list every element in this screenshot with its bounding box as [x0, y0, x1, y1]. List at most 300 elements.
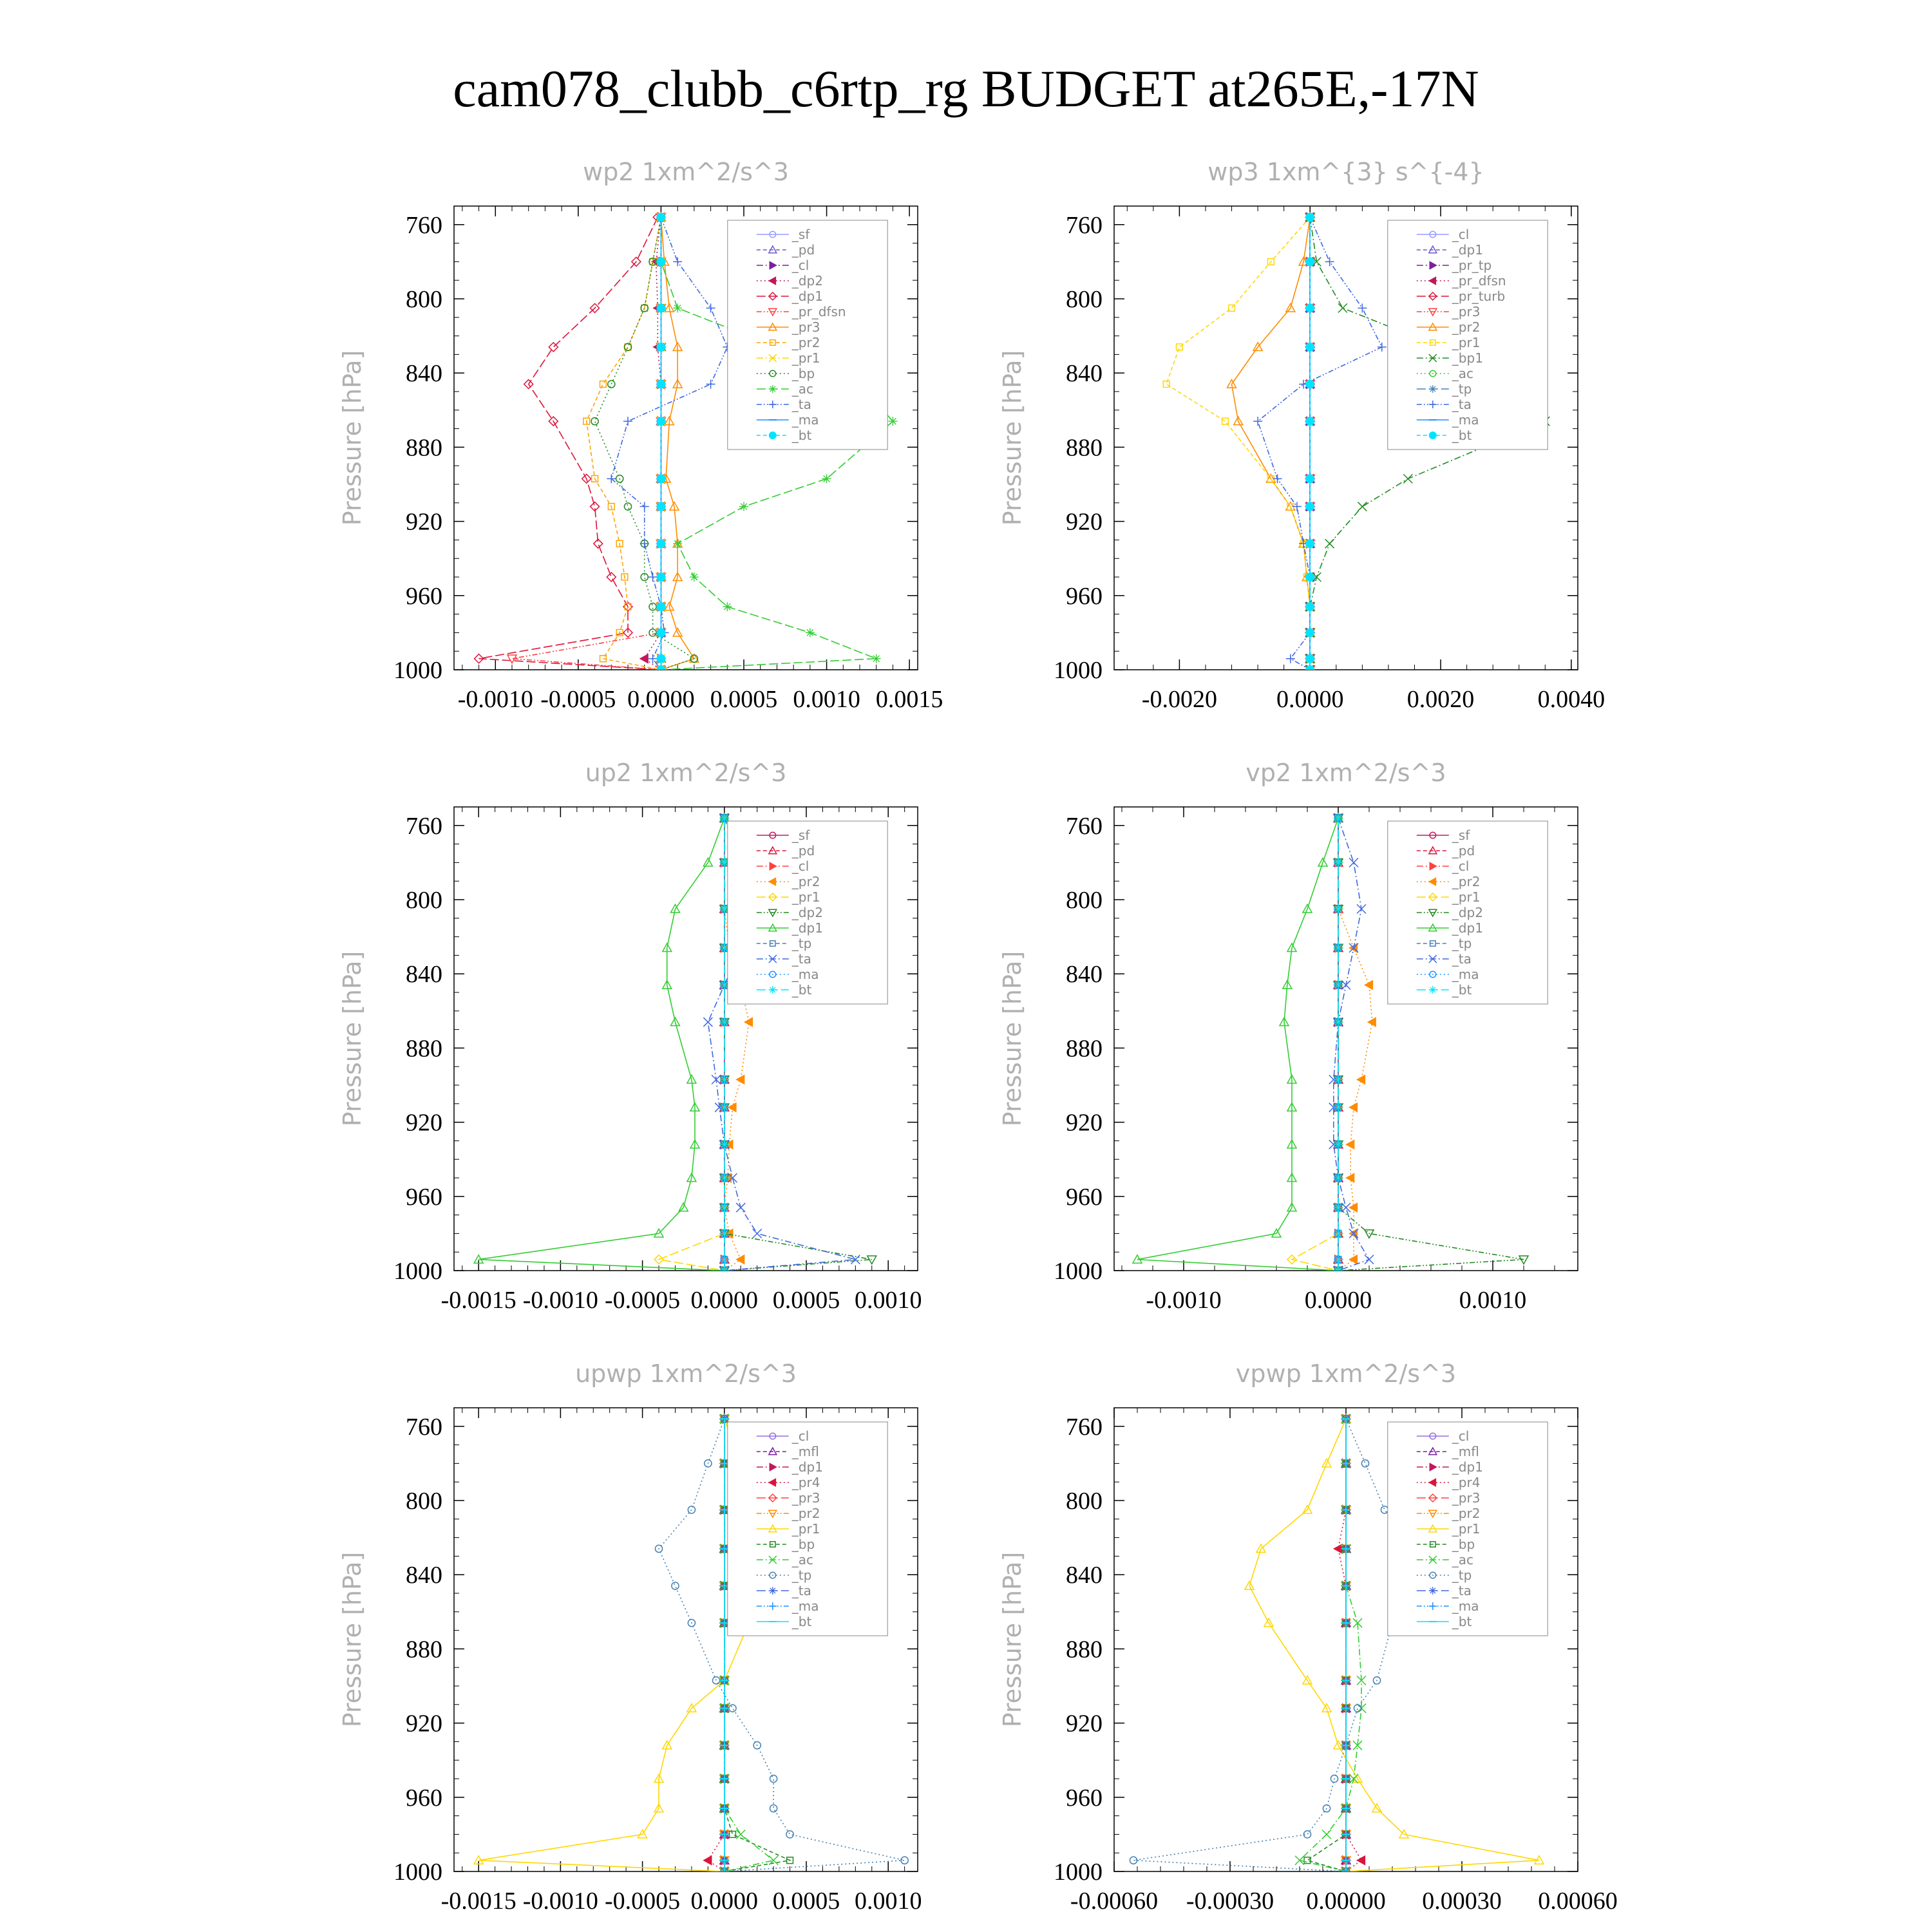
legend-label: _dp1	[1452, 920, 1483, 936]
data-point	[1305, 379, 1314, 388]
y-tick-label: 920	[406, 508, 442, 536]
data-point	[703, 1856, 712, 1865]
data-point	[1403, 474, 1412, 483]
x-tick-label: -0.0005	[605, 1287, 681, 1314]
y-axis-label: Pressure [hPa]	[338, 951, 366, 1127]
y-tick-label: 800	[406, 286, 442, 313]
data-point	[608, 381, 615, 388]
data-point	[673, 303, 682, 312]
y-tick-label: 800	[1066, 1488, 1103, 1515]
data-point	[1305, 303, 1314, 312]
series-line	[1133, 1419, 1423, 1871]
y-tick-label: 960	[1066, 582, 1103, 610]
data-point	[1305, 654, 1314, 663]
y-tick-label: 840	[406, 1562, 442, 1589]
x-tick-label: 0.0010	[854, 1888, 922, 1915]
legend-label: _mfl	[1452, 1444, 1479, 1459]
data-point	[1305, 665, 1314, 674]
data-point	[1338, 303, 1347, 312]
legend-label: _pr_dfsn	[791, 304, 846, 319]
legend-label: _pr_tp	[1452, 258, 1492, 273]
y-tick-label: 800	[1066, 286, 1103, 313]
y-tick-label: 840	[406, 360, 442, 388]
legend-label: _pr1	[1452, 889, 1481, 905]
legend-label: _pr2	[791, 1506, 820, 1521]
legend-label: _ma	[791, 967, 819, 982]
y-tick-label: 840	[1066, 961, 1103, 989]
y-tick-label: 920	[1066, 508, 1103, 536]
legend-label: _bp1	[1452, 350, 1483, 366]
y-tick-label: 920	[406, 1710, 442, 1738]
data-point	[672, 1582, 679, 1589]
series-line	[1300, 1419, 1361, 1871]
data-point	[1349, 858, 1358, 867]
x-tick-label: 0.0040	[1537, 686, 1605, 713]
data-point	[649, 573, 658, 582]
series-line	[1334, 818, 1369, 1271]
legend-label: _bt	[1452, 428, 1472, 443]
panel-title: wp3 1xm^{3} s^{-4}	[1208, 158, 1484, 186]
legend-label: _pr3	[791, 1490, 820, 1506]
data-point	[1253, 417, 1262, 426]
data-point	[1357, 904, 1366, 913]
legend-label: _dp1	[791, 289, 823, 304]
legend-marker	[769, 986, 777, 994]
y-axis-label: Pressure [hPa]	[998, 1551, 1027, 1728]
x-tick-label: -0.0010	[522, 1888, 598, 1915]
data-point	[1334, 904, 1343, 913]
y-tick-label: 840	[1066, 360, 1103, 388]
series-line	[1137, 818, 1338, 1271]
data-point	[656, 417, 665, 426]
legend-label: _sf	[1452, 828, 1470, 843]
legend-label: _dp2	[1452, 905, 1483, 920]
legend-label: _pr1	[1452, 335, 1481, 350]
y-tick-label: 920	[406, 1109, 442, 1137]
data-point	[1305, 474, 1314, 483]
data-point	[1334, 1173, 1343, 1182]
y-tick-label: 840	[1066, 1562, 1103, 1589]
x-tick-label: 0.0015	[875, 686, 943, 713]
panel-title: up2 1xm^2/s^3	[585, 759, 787, 787]
y-tick-label: 840	[406, 961, 442, 989]
x-tick-label: -0.0020	[1141, 686, 1217, 713]
data-point	[744, 1018, 753, 1027]
x-tick-label: 0.0005	[772, 1888, 840, 1915]
data-point	[1349, 1255, 1358, 1264]
y-tick-label: 760	[1066, 1413, 1103, 1441]
x-tick-label: 0.00030	[1422, 1888, 1502, 1915]
y-tick-label: 1000	[1054, 1258, 1103, 1285]
legend-label: _bt	[1452, 1614, 1472, 1629]
data-point	[1358, 303, 1367, 312]
data-point	[1325, 257, 1334, 266]
series-line	[595, 217, 694, 670]
x-tick-label: 0.0010	[1459, 1287, 1527, 1314]
legend-label: _ta	[1452, 951, 1472, 967]
data-point	[640, 654, 649, 663]
series-line	[708, 1419, 724, 1871]
data-point	[1305, 502, 1314, 511]
series-line	[478, 818, 724, 1271]
data-point	[623, 417, 632, 426]
y-axis-label: Pressure [hPa]	[998, 951, 1027, 1127]
data-point	[607, 573, 616, 582]
x-tick-label: 0.00060	[1538, 1888, 1618, 1915]
data-point	[1365, 980, 1373, 989]
x-tick-label: 0.0010	[854, 1287, 922, 1314]
series-line	[661, 217, 694, 670]
data-point	[649, 603, 656, 610]
data-point	[656, 257, 665, 266]
y-tick-label: 960	[406, 1784, 442, 1812]
data-point	[1305, 539, 1314, 548]
data-point	[1346, 1173, 1354, 1182]
legend-label: _pr_turb	[1452, 289, 1506, 304]
data-point	[640, 502, 649, 511]
legend-label: _tp	[1452, 936, 1472, 951]
data-point	[736, 1203, 745, 1212]
legend-label: _bt	[791, 982, 812, 998]
y-tick-label: 800	[406, 1488, 442, 1515]
y-axis-label: Pressure [hPa]	[338, 1551, 366, 1728]
data-point	[591, 417, 598, 424]
legend-label: _ac	[1452, 366, 1474, 381]
panel-title: vp2 1xm^2/s^3	[1245, 759, 1446, 787]
data-point	[1305, 257, 1314, 266]
data-point	[1349, 1103, 1358, 1112]
series-line	[1258, 217, 1382, 670]
legend-label: _cl	[791, 1428, 810, 1444]
data-point	[1361, 1460, 1368, 1467]
data-point	[806, 628, 815, 637]
data-point	[753, 1229, 762, 1238]
data-point	[720, 1173, 729, 1182]
x-tick-label: 0.00000	[1306, 1888, 1386, 1915]
legend-label: _bp	[791, 1537, 815, 1552]
x-tick-label: -0.00030	[1186, 1888, 1274, 1915]
data-point	[739, 502, 748, 511]
legend-marker	[1429, 431, 1437, 439]
data-point	[720, 1140, 729, 1149]
legend-label: _pr1	[791, 889, 820, 905]
legend-label: _cl	[791, 858, 810, 874]
legend-label: _sf	[791, 828, 810, 843]
data-point	[624, 343, 631, 350]
data-point	[720, 1075, 729, 1084]
x-tick-label: -0.0015	[440, 1888, 516, 1915]
legend-label: _ma	[791, 412, 819, 428]
x-tick-label: -0.0010	[457, 686, 533, 713]
legend-label: _ta	[791, 1583, 811, 1598]
y-tick-label: 1000	[393, 657, 442, 684]
data-point	[1305, 343, 1314, 352]
data-point	[1365, 1255, 1374, 1264]
y-tick-label: 880	[1066, 1035, 1103, 1063]
legend-label: _pr1	[791, 350, 820, 366]
data-point	[1305, 573, 1314, 582]
data-point	[1334, 813, 1343, 822]
x-tick-label: 0.0005	[772, 1287, 840, 1314]
legend-label: _cl	[1452, 1428, 1470, 1444]
legend-label: _ac	[791, 381, 814, 397]
data-point	[656, 502, 665, 511]
data-point	[656, 303, 665, 312]
legend-label: _cl	[1452, 227, 1470, 242]
legend-label: _pr2	[1452, 1506, 1481, 1521]
data-point	[706, 379, 715, 388]
y-tick-label: 1000	[1054, 1859, 1103, 1886]
legend-label: _pr3	[791, 319, 820, 335]
data-point	[1334, 1075, 1343, 1084]
y-axis-label: Pressure [hPa]	[338, 350, 366, 526]
legend-label: _bt	[791, 1614, 812, 1629]
data-point	[1334, 858, 1343, 867]
x-tick-label: 0.0000	[690, 1287, 759, 1314]
legend-marker	[1429, 385, 1437, 393]
legend-label: _pr_dfsn	[1452, 273, 1506, 289]
legend-label: _tp	[1452, 1567, 1472, 1583]
panel-title: wp2 1xm^2/s^3	[583, 158, 789, 186]
data-point	[1286, 654, 1295, 663]
legend-label: _bp	[1452, 1537, 1475, 1552]
data-point	[720, 1255, 729, 1264]
legend-label: _pr2	[1452, 874, 1481, 889]
y-tick-label: 1000	[1054, 657, 1103, 684]
legend-label: _bt	[791, 428, 812, 443]
legend-label: _ma	[791, 1598, 819, 1614]
y-tick-label: 760	[406, 812, 442, 840]
y-tick-label: 760	[406, 1413, 442, 1441]
legend-label: _ta	[791, 951, 811, 967]
legend-marker	[769, 431, 777, 439]
y-tick-label: 880	[1066, 1636, 1103, 1663]
data-point	[770, 1804, 777, 1812]
chart-panel	[998, 1359, 1618, 1915]
data-point	[673, 257, 682, 266]
data-point	[729, 1705, 736, 1712]
legend-label: _cl	[1452, 858, 1470, 874]
legend-label: _tp	[791, 1567, 812, 1583]
y-tick-label: 880	[1066, 434, 1103, 462]
legend-label: _pr1	[1452, 1521, 1481, 1537]
legend-label: _ma	[1452, 412, 1479, 428]
series-line	[645, 217, 661, 670]
legend-label: _tp	[1452, 381, 1472, 397]
data-point	[720, 1266, 729, 1275]
data-point	[656, 379, 665, 388]
data-point	[656, 213, 665, 222]
data-point	[706, 303, 715, 312]
legend-marker	[1429, 986, 1437, 994]
y-tick-label: 960	[1066, 1183, 1103, 1211]
y-tick-label: 920	[1066, 1710, 1103, 1738]
data-point	[1325, 539, 1334, 548]
data-point	[901, 1857, 908, 1864]
data-point	[1334, 1140, 1343, 1149]
data-point	[673, 539, 682, 548]
y-tick-label: 880	[406, 1636, 442, 1663]
legend-label: _ac	[1452, 1552, 1474, 1567]
data-point	[600, 381, 607, 388]
legend-marker	[1429, 1587, 1437, 1595]
legend-label: _pd	[791, 242, 815, 258]
y-axis-label: Pressure [hPa]	[998, 350, 1027, 526]
legend-label: _dp1	[791, 1459, 823, 1475]
y-tick-label: 960	[406, 582, 442, 610]
data-point	[1334, 1544, 1342, 1553]
y-tick-label: 800	[406, 887, 442, 914]
y-tick-label: 760	[1066, 211, 1103, 239]
y-tick-label: 960	[1066, 1784, 1103, 1812]
panel-title: upwp 1xm^2/s^3	[575, 1359, 797, 1388]
legend-label: _ac	[791, 1552, 814, 1567]
data-point	[656, 343, 665, 352]
y-tick-label: 1000	[393, 1258, 442, 1285]
data-point	[656, 654, 665, 663]
data-point	[770, 1775, 777, 1782]
data-point	[649, 629, 656, 636]
y-tick-label: 1000	[393, 1859, 442, 1886]
legend-label: _tp	[791, 936, 812, 951]
data-point	[703, 1018, 712, 1027]
data-point	[656, 665, 665, 674]
legend-label: _pr2	[791, 335, 820, 350]
data-point	[1334, 980, 1343, 989]
series-line	[1307, 1419, 1346, 1871]
chart-panel	[338, 158, 943, 713]
legend-label: _dp1	[1452, 1459, 1483, 1475]
data-point	[736, 1075, 744, 1084]
data-point	[872, 654, 881, 663]
x-tick-label: -0.0010	[1146, 1287, 1222, 1314]
series-line	[587, 217, 661, 670]
legend-label: _pr4	[1452, 1475, 1481, 1490]
legend-label: _pr2	[791, 874, 820, 889]
data-point	[656, 539, 665, 548]
y-tick-label: 800	[1066, 887, 1103, 914]
legend-label: _dp2	[791, 273, 823, 289]
chart-panel	[338, 1359, 922, 1915]
x-tick-label: 0.0000	[690, 1888, 759, 1915]
legend-label: _sf	[791, 227, 810, 242]
x-tick-label: -0.0015	[440, 1287, 516, 1314]
legend-label: _bp	[791, 366, 815, 381]
legend-label: _mfl	[791, 1444, 819, 1459]
y-tick-label: 760	[406, 211, 442, 239]
legend-label: _pr2	[1452, 319, 1481, 335]
legend-label: _ma	[1452, 967, 1479, 982]
data-point	[1322, 1830, 1331, 1839]
series-line	[479, 217, 661, 670]
figure-title: cam078_clubb_c6rtp_rg BUDGET at265E,-17N	[453, 59, 1479, 118]
legend-label: _ta	[791, 397, 811, 412]
data-point	[1381, 1506, 1388, 1513]
data-point	[1305, 602, 1314, 611]
data-point	[656, 573, 665, 582]
data-point	[786, 1831, 793, 1838]
legend-label: _dp1	[1452, 242, 1483, 258]
x-tick-label: 0.0005	[710, 686, 778, 713]
legend-marker	[769, 1587, 777, 1595]
x-tick-label: 0.0000	[627, 686, 695, 713]
x-tick-label: 0.0020	[1406, 686, 1475, 713]
data-point	[690, 573, 699, 582]
data-point	[656, 602, 665, 611]
data-point	[1295, 1856, 1304, 1865]
data-point	[723, 602, 732, 611]
data-point	[720, 1229, 729, 1238]
panels	[338, 158, 1618, 1915]
x-tick-label: 0.0000	[1276, 686, 1344, 713]
x-tick-label: -0.0005	[605, 1888, 681, 1915]
data-point	[1163, 381, 1170, 388]
legend-label: _pr4	[791, 1475, 820, 1490]
panel-title: vpwp 1xm^2/s^3	[1235, 1359, 1457, 1388]
data-point	[1305, 628, 1314, 637]
legend-label: _cl	[791, 258, 810, 273]
legend-label: _pr3	[1452, 304, 1481, 319]
y-tick-label: 960	[406, 1183, 442, 1211]
legend-marker	[769, 385, 777, 393]
data-point	[1334, 1266, 1343, 1275]
x-tick-label: 0.0000	[1304, 1287, 1372, 1314]
y-tick-label: 760	[1066, 812, 1103, 840]
y-tick-label: 880	[406, 434, 442, 462]
chart-panel	[998, 158, 1605, 713]
data-point	[736, 1255, 744, 1264]
series-line	[512, 217, 661, 670]
data-point	[730, 1832, 736, 1838]
data-point	[1346, 1140, 1354, 1149]
legend-label: _dp1	[791, 920, 823, 936]
data-point	[1378, 343, 1387, 352]
data-point	[624, 503, 631, 510]
data-point	[1334, 1255, 1343, 1264]
data-point	[656, 628, 665, 637]
data-point	[656, 474, 665, 483]
x-tick-label: -0.0005	[540, 686, 616, 713]
legend-label: _ta	[1452, 397, 1472, 412]
x-tick-label: -0.0010	[522, 1287, 598, 1314]
series-line	[1166, 217, 1310, 670]
legend-label: _pr3	[1452, 1490, 1481, 1506]
data-point	[1334, 1229, 1343, 1238]
legend-label: _pd	[1452, 843, 1475, 858]
data-point	[1357, 1856, 1365, 1865]
legend-label: _pr1	[791, 1521, 820, 1537]
legend-label: _pd	[791, 843, 815, 858]
data-point	[712, 1677, 719, 1684]
legend-label: _ta	[1452, 1583, 1472, 1598]
data-point	[640, 539, 649, 548]
data-point	[1354, 1705, 1361, 1712]
legend-label: _bt	[1452, 982, 1472, 998]
x-tick-label: 0.0010	[793, 686, 860, 713]
data-point	[1334, 943, 1343, 952]
data-point	[1358, 502, 1367, 511]
data-point	[1357, 1075, 1365, 1084]
data-point	[1305, 417, 1314, 426]
x-tick-label: -0.00060	[1070, 1888, 1159, 1915]
series-line	[1338, 818, 1372, 1271]
legend-label: _ma	[1452, 1598, 1479, 1614]
data-point	[1305, 213, 1314, 222]
legend-label: _dp2	[791, 905, 823, 920]
chart-panel	[998, 759, 1578, 1314]
y-tick-label: 920	[1066, 1109, 1103, 1137]
y-tick-label: 880	[406, 1035, 442, 1063]
